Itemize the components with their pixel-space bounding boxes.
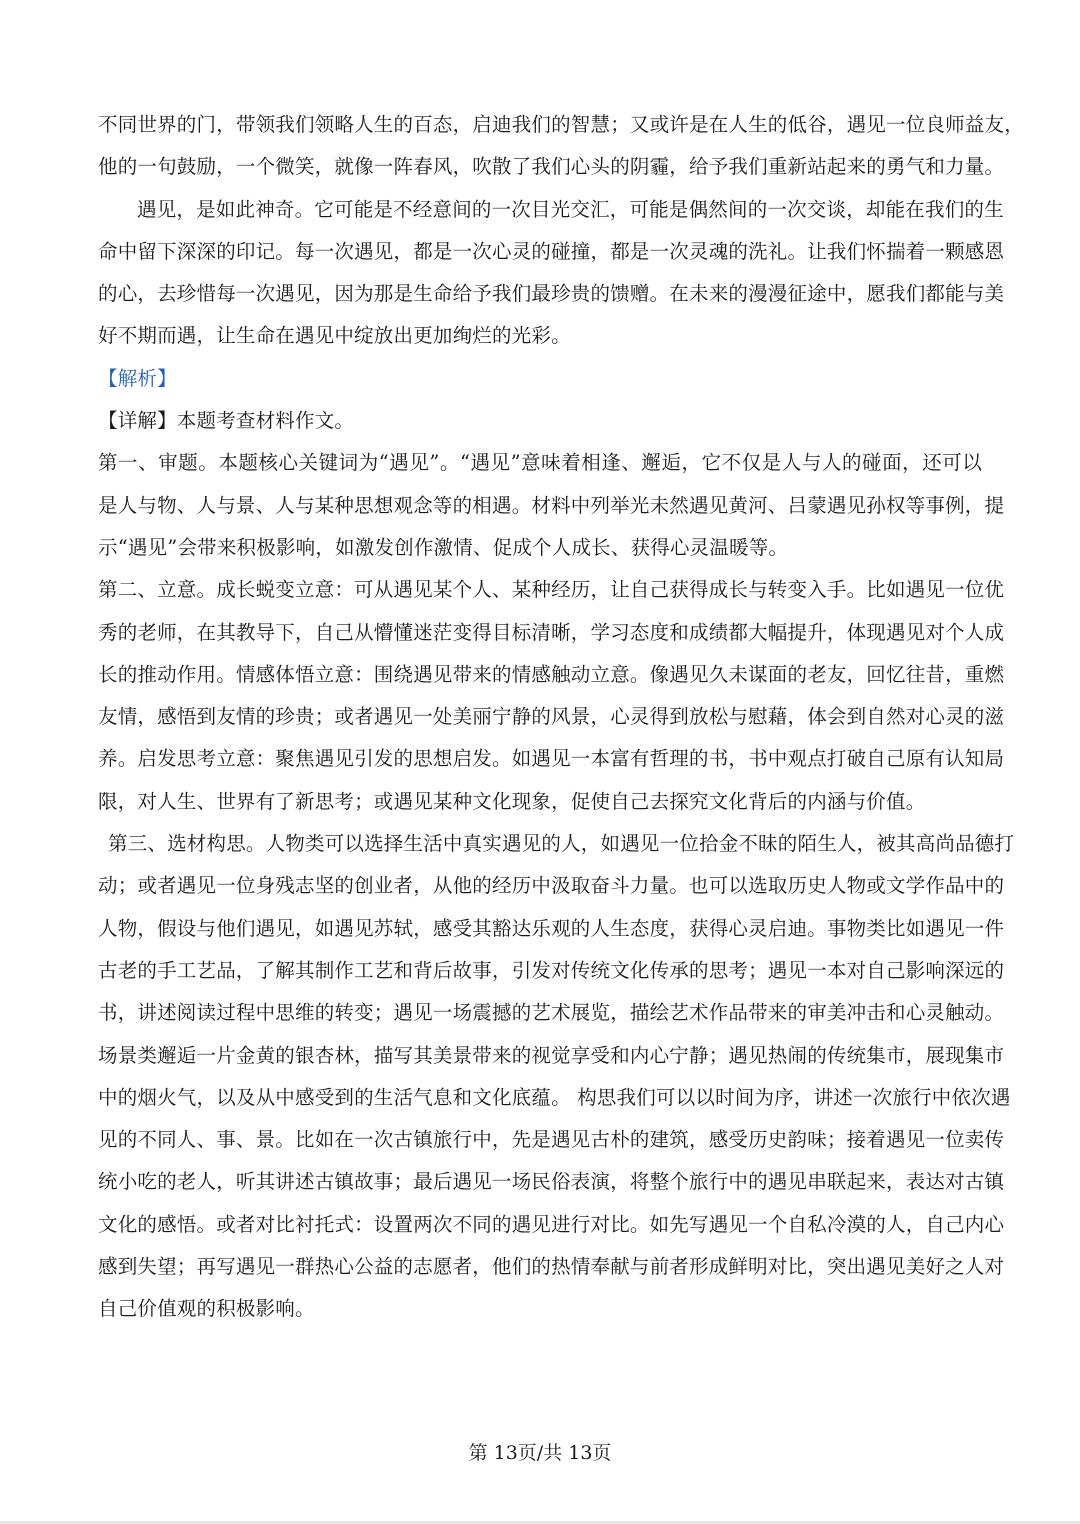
analysis-line: 友情，感悟到友情的珍贵；或者遇见一处美丽宁静的风景，心灵得到放松与慰藉，体会到自然对心灵的滋	[98, 705, 1005, 729]
analysis-line: 见的不同人、事、景。比如在一次古镇旅行中，先是遇见古朴的建筑，感受历史韵味；接着遇见一位卖传	[98, 1128, 1005, 1152]
analysis-line: 文化的感悟。或者对比衬托式：设置两次不同的遇见进行对比。如先写遇见一个自私冷漠的人，自己内心	[98, 1212, 1005, 1236]
analysis-line: 第一、审题。本题核心关键词为“遇见”。“遇见”意味着相逢、邂逅，它不仅是人与人的碰面，还可以	[98, 451, 982, 475]
analysis-line: 古老的手工艺品，了解其制作工艺和背后故事，引发对传统文化传承的思考；遇见一本对自己影响深远的	[98, 958, 1005, 982]
analysis-line: 第三、选材构思。人物类可以选择生活中真实遇见的人，如遇见一位拾金不昧的陌生人，被其高尚品德打	[108, 832, 1015, 856]
essay-line: 不同世界的门，带领我们领略人生的百态，启迪我们的智慧；又或许是在人生的低谷，遇见一位良师益友，	[98, 113, 1024, 136]
analysis-line: 第二、立意。成长蜕变立意：可从遇见某个人、某种经历，让自己获得成长与转变入手。比如遇见一位优	[98, 578, 1005, 602]
essay-line: 好不期而遇，让生命在遇见中绽放出更加绚烂的光彩。	[98, 324, 571, 348]
essay-line: 命中留下深深的印记。每一次遇见，都是一次心灵的碰撞，都是一次灵魂的洗礼。让我们怀揣着一颗感恩	[98, 239, 1005, 263]
analysis-line: 限，对人生、世界有了新思考；或遇见某种文化现象，促使自己去探究文化背后的内涵与价值。	[98, 789, 926, 813]
analysis-line: 示“遇见”会带来积极影响，如激发创作激情、促成个人成长、获得心灵温暖等。	[98, 535, 789, 559]
analysis-heading: 【解析】	[98, 366, 177, 390]
analysis-line: 统小吃的老人，听其讲述古镇故事；最后遇见一场民俗表演，将整个旅行中的遇见串联起来，表达对古镇	[98, 1170, 1005, 1194]
analysis-line: 自己价值观的积极影响。	[98, 1297, 315, 1321]
analysis-line: 养。启发思考立意：聚焦遇见引发的思想启发。如遇见一本富有哲理的书，书中观点打破自己原有认知局	[98, 747, 1005, 771]
analysis-line: 书，讲述阅读过程中思维的转变；遇见一场震撼的艺术展览，描绘艺术作品带来的审美冲击和心灵触动。	[98, 1001, 1005, 1025]
analysis-line: 中的烟火气，以及从中感受到的生活气息和文化底蕴。 构思我们可以以时间为序，讲述一次旅行中依次遇	[98, 1085, 1011, 1109]
analysis-line: 人物，假设与他们遇见，如遇见苏轼，感受其豁达乐观的人生态度，获得心灵启迪。事物类比如遇见一件	[98, 916, 1005, 940]
analysis-line: 长的推动作用。情感体悟立意：围绕遇见带来的情感触动立意。像遇见久未谋面的老友，回忆往昔，重燃	[98, 662, 1005, 686]
analysis-line: 场景类邂逅一片金黄的银杏林，描写其美景带来的视觉享受和内心宁静；遇见热闹的传统集市，展现集市	[98, 1043, 1005, 1067]
page-content	[98, 104, 1024, 1331]
analysis-detail-heading: 【详解】本题考查材料作文。	[98, 409, 355, 433]
analysis-line: 是人与物、人与景、人与某种思想观念等的相遇。材料中列举光未然遇见黄河、吕蒙遇见孙权等事例，提	[98, 493, 1005, 517]
page-number: 第 13页/共 13页	[468, 1442, 612, 1464]
essay-line: 的心，去珍惜每一次遇见，因为那是生命给予我们最珍贵的馈赠。在未来的漫漫征途中，愿我们都能与美	[98, 282, 1005, 306]
essay-line: 他的一句鼓励，一个微笑，就像一阵春风，吹散了我们心头的阴霾，给予我们重新站起来的勇气和力量。	[98, 155, 1005, 179]
analysis-line: 感到失望；再写遇见一群热心公益的志愿者，他们的热情奉献与前者形成鲜明对比，突出遇见美好之人对	[98, 1255, 1005, 1279]
essay-line: 遇见，是如此神奇。它可能是不经意间的一次目光交汇，可能是偶然间的一次交谈，却能在我们的生	[137, 197, 1004, 221]
analysis-line: 秀的老师，在其教导下，自己从懵懂迷茫变得目标清晰，学习态度和成绩都大幅提升，体现遇见对个人成	[98, 620, 1005, 644]
analysis-line: 动；或者遇见一位身残志坚的创业者，从他的经历中汲取奋斗力量。也可以选取历史人物或文学作品中的	[98, 874, 1005, 898]
